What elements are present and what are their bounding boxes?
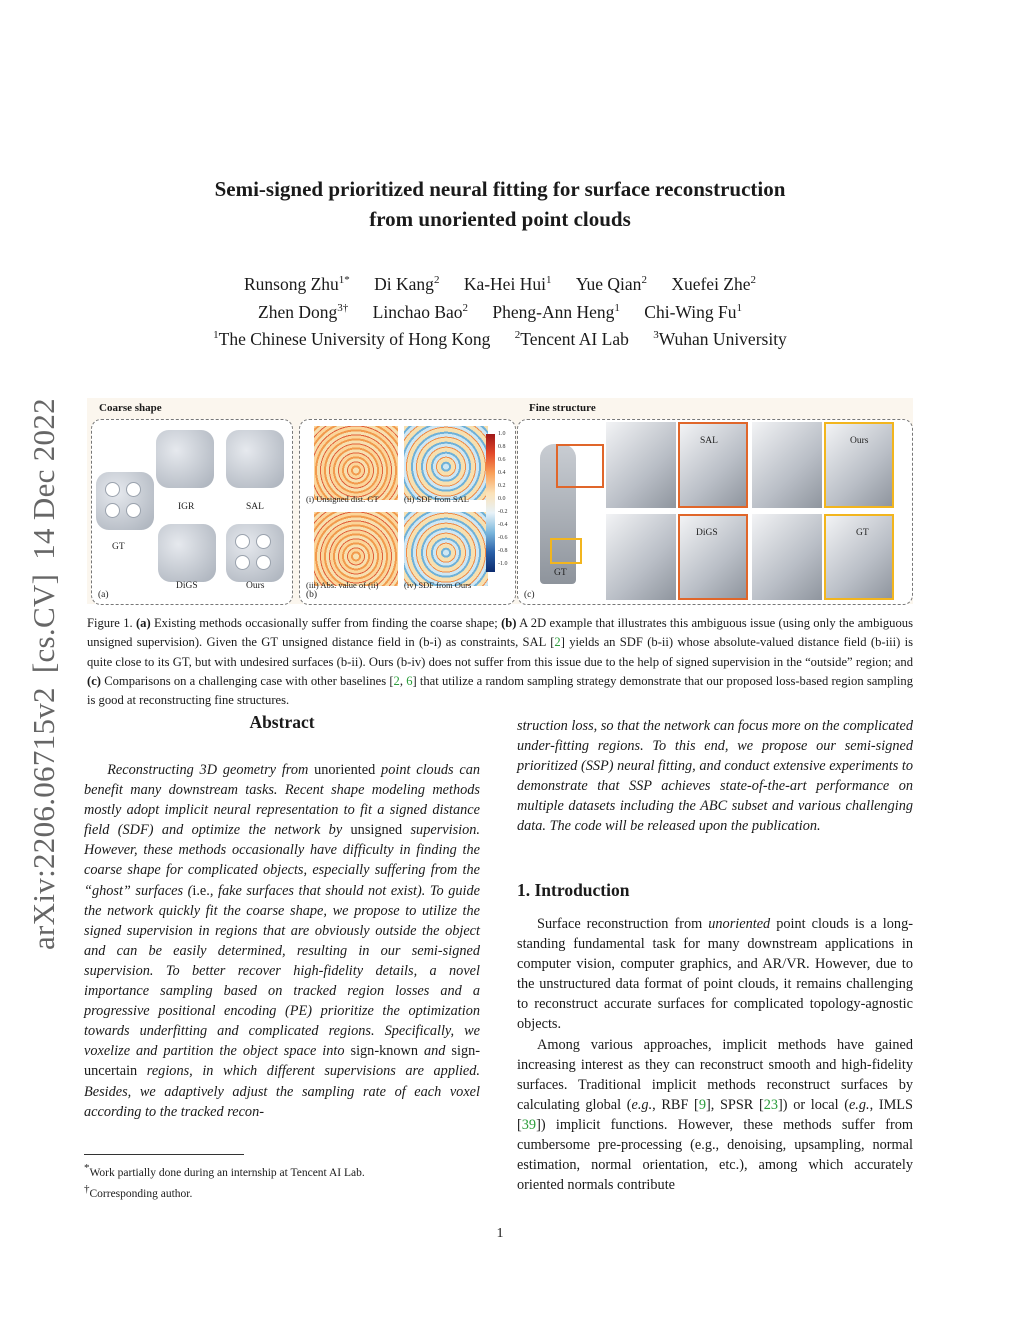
label-digs: DiGS bbox=[176, 581, 198, 591]
citation-link[interactable]: 6 bbox=[406, 673, 413, 688]
colorbar-tick: -1.0 bbox=[498, 561, 508, 567]
sdf-ours-map bbox=[404, 512, 488, 586]
author: Chi-Wing Fu$^1$ bbox=[644, 301, 742, 322]
citation-link[interactable]: 2 bbox=[393, 673, 400, 688]
ours-wing-image bbox=[752, 422, 822, 508]
label-panel-a: (a) bbox=[98, 590, 109, 600]
affiliation: $^1$The Chinese University of Hong Kong bbox=[213, 329, 491, 350]
panel-a bbox=[91, 419, 293, 605]
label-sal: SAL bbox=[246, 502, 264, 512]
digs-shape-image bbox=[158, 524, 216, 582]
label-c-sal: SAL bbox=[700, 436, 718, 446]
author: Runsong Zhu$^{1*}$ bbox=[243, 273, 350, 294]
gt-shape-image bbox=[96, 472, 154, 530]
colorbar-tick: -0.8 bbox=[498, 548, 508, 554]
introduction-body bbox=[517, 914, 913, 1195]
footnotes bbox=[84, 1160, 365, 1202]
author: Zhen Dong$^{3\dagger}$ bbox=[258, 301, 349, 322]
orange-crop-box bbox=[556, 444, 604, 488]
colorbar-tick: 0.6 bbox=[498, 457, 506, 463]
unsigned-dist-gt-map bbox=[314, 426, 398, 500]
arxiv-side-label bbox=[26, 384, 62, 950]
label-panel-b: (b) bbox=[306, 590, 318, 600]
colorbar-tick: 1.0 bbox=[498, 431, 506, 437]
abstract-heading: Abstract bbox=[249, 712, 315, 732]
label-gt: GT bbox=[112, 542, 125, 552]
affiliation: $^3$Wuhan University bbox=[653, 329, 787, 350]
label-ours: Ours bbox=[246, 581, 265, 591]
affiliations bbox=[0, 324, 1000, 352]
title-line-1: Semi-signed prioritized neural fitting for surface reconstruction bbox=[214, 177, 786, 201]
label-panel-c: (c) bbox=[524, 590, 535, 600]
colorbar-tick: 0.0 bbox=[498, 496, 506, 502]
arxiv-date: 14 Dec 2022 bbox=[26, 398, 61, 560]
page-number: 1 bbox=[496, 1226, 504, 1241]
label-b-iii: (iii) Abs. value of (ii) bbox=[306, 580, 379, 590]
footnote-divider bbox=[84, 1154, 244, 1155]
gt-detail-image bbox=[824, 514, 894, 600]
digs-wing-image bbox=[606, 514, 676, 600]
label-c-digs: DiGS bbox=[696, 528, 718, 538]
sal-wing-image bbox=[606, 422, 676, 508]
colorbar-tick: -0.6 bbox=[498, 535, 508, 541]
footnote-1: *Work partially done during an internship at Tencent AI Lab. bbox=[84, 1162, 365, 1179]
paper-title bbox=[0, 174, 1000, 234]
igr-shape-image bbox=[156, 430, 214, 488]
intro-paragraph-2: Among various approaches, implicit methods have gained increasing interest as they can reconstruct smooth and high-fidelity surfaces. Traditional implicit methods reconstruct surfaces by calculating global (e.g., RBF [9], SPSR [23]) or local (e.g., IMLS [39]) implicit functions. However, these methods suffer from cumbersome pre-processing (e.g., denoising, upsampling, normal estimation, normal orientation, etc.), among which accurately oriented normals contribute bbox=[517, 1036, 913, 1194]
citation-link[interactable]: 2 bbox=[554, 635, 561, 650]
figure-1 bbox=[87, 398, 913, 604]
author: Di Kang$^2$ bbox=[374, 273, 440, 294]
colorbar-tick: -0.2 bbox=[498, 509, 508, 515]
panel-b bbox=[299, 419, 516, 605]
author: Ka-Hei Hui$^1$ bbox=[463, 273, 552, 294]
citation-link[interactable]: 23 bbox=[763, 1096, 779, 1113]
author: Pheng-Ann Heng$^1$ bbox=[492, 301, 620, 322]
abstract-continued: struction loss, so that the network can focus more on the complicated under-fitting regions. To this end, we propose our semi-signed prioritized (SSP) neural fitting, and conduct extensive experiments to demonstrate that SSP achieves state-of-the-art performance on multiple datasets including the ABC subset and various challenging data. The code will be released upon the publication. bbox=[517, 718, 913, 835]
label-c-gt: GT bbox=[856, 528, 869, 538]
abs-value-map bbox=[314, 512, 398, 586]
label-c-ours: Ours bbox=[850, 436, 869, 446]
colorbar bbox=[486, 434, 495, 572]
arxiv-category: [cs.CV] bbox=[26, 573, 61, 674]
digs-detail-image bbox=[678, 514, 748, 600]
title-line-2: from unoriented point clouds bbox=[369, 207, 631, 231]
author-block bbox=[0, 268, 1000, 351]
label-statue-gt: GT bbox=[554, 568, 567, 578]
label-igr: IGR bbox=[178, 502, 195, 512]
panel-c bbox=[517, 419, 913, 605]
label-b-i: (i) Unsigned dist. GT bbox=[306, 494, 379, 504]
figure-caption: Figure 1. (a) Existing methods occasionally suffer from finding the coarse shape; (b) A 2D example that illustrates this ambiguous issue (using only the ambiguous unsigned supervision). Given the GT unsigned distance field in (b-i) as constraints, SAL [2] yields an SDF (b-ii) whose absolute-valued distance field (b-iii) is quite close to its GT, but with undesired surfaces (b-ii). Ours (b-iv) does not suffer from this issue due to the help of signed supervision in the “outside” region; and (c) Comparisons on a challenging case with other baselines [2, 6] that utilize a random sampling strategy demonstrate that our proposed loss-based region sampling is good at reconstructing fine structures. bbox=[87, 616, 913, 708]
gt-wing-image bbox=[752, 514, 822, 600]
introduction-heading: 1. Introduction bbox=[517, 880, 630, 900]
colorbar-tick: 0.4 bbox=[498, 470, 506, 476]
label-b-ii: (ii) SDF from SAL bbox=[404, 494, 469, 504]
colorbar-tick: 0.2 bbox=[498, 483, 506, 489]
affiliation: $^2$Tencent AI Lab bbox=[514, 329, 629, 350]
yellow-crop-box bbox=[550, 538, 582, 564]
author: Linchao Bao$^2$ bbox=[372, 301, 469, 322]
ours-detail-image bbox=[824, 422, 894, 508]
sdf-sal-map bbox=[404, 426, 488, 500]
coarse-shape-title: Coarse shape bbox=[99, 402, 162, 414]
abstract-body: Reconstructing 3D geometry from unoriented point clouds can benefit many downstream tasks. Recent shape modeling methods mostly adopt implicit neural representation to fit a signed distance field (SDF) and optimize the network by unsigned supervision. However, these methods occasionally have difficulty in finding the coarse shape for complicated objects, especially suffering from the “ghost” surfaces (i.e., fake surfaces that should not exist). To guide the network quickly fit the coarse shape, we propose to utilize the signed supervision in regions that are obviously outside the object and can be easily determined, resulting in our semi-signed supervision. To better recover high-fidelity details, a novel importance sampling based on tracked region losses and a progressive positional encoding (PE) prioritize the optimization towards underfitting and complicated regions. Specifically, we voxelize and partition the object space into sign-known and sign-uncertain regions, in which different supervisions are applied. Besides, we adaptively adjust the sampling rate of each voxel according to the tracked recon- bbox=[84, 762, 481, 1120]
sal-shape-image bbox=[226, 430, 284, 488]
citation-link[interactable]: 39 bbox=[521, 1116, 537, 1133]
citation-link[interactable]: 9 bbox=[698, 1096, 706, 1113]
colorbar-tick: 0.8 bbox=[498, 444, 506, 450]
author: Xuefei Zhe$^2$ bbox=[671, 273, 757, 294]
arxiv-id: arXiv:2206.06715v2 bbox=[26, 687, 61, 950]
fine-structure-title: Fine structure bbox=[529, 402, 596, 414]
intro-paragraph-1: Surface reconstruction from unoriented point clouds is a long-standing fundamental task for many downstream applications in computer vision, computer graphics, and AR/VR. However, due to the unstructured data format of point clouds, it remains challenging to reconstruct accurate surfaces for complicated topology-agnostic objects. bbox=[517, 916, 913, 1033]
colorbar-tick: -0.4 bbox=[498, 522, 508, 528]
ours-shape-image bbox=[226, 524, 284, 582]
sal-detail-image bbox=[678, 422, 748, 508]
author-row-2 bbox=[0, 296, 1000, 324]
label-b-iv: (iv) SDF from Ours bbox=[404, 580, 472, 590]
author: Yue Qian$^2$ bbox=[575, 273, 647, 294]
footnote-2: †Corresponding author. bbox=[84, 1182, 193, 1200]
author-row-1 bbox=[0, 268, 1000, 296]
